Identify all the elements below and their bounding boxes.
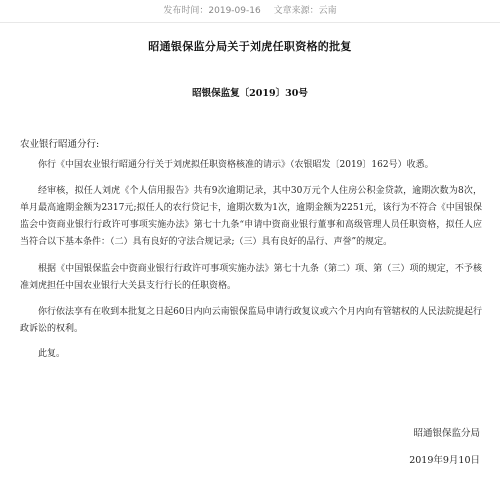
body-paragraph-3: 根据《中国银保监会中资商业银行行政许可事项实施办法》第七十九条（第二）项、第（三）项的规定，不予核准刘虎担任中国农业银行大关县支行行长的任职资格。 — [20, 264, 482, 291]
document-title: 昭通银保监分局关于刘虎任职资格的批复 — [148, 40, 352, 53]
addressee: 农业银行昭通分行: — [20, 139, 100, 150]
publish-time-value: 2019-09-16 — [208, 6, 261, 16]
body-paragraph-1: 你行《中国农业银行昭通分行关于刘虎拟任职资格核准的请示》（农银昭发〔2019〕162号）收悉。 — [38, 160, 434, 170]
article-meta-bar — [0, 0, 500, 22]
document-number: 昭银保监复〔2019〕30号 — [192, 88, 308, 99]
body-paragraph-2: 经审核，拟任人刘虎《个人信用报告》共有9次逾期记录，其中30万元个人住房公积金贷款，逾期次数为8次，单月最高逾期金额为2317元;拟任人的农行贷记卡，逾期次数为1次，逾期金额为2251元，该行为不符合《中国银保监会中资商业银行行政许可事项实施办法》第七十九条“申请中资商业银行董事和高级管理人员任职资格，拟任人应当符合以下基本条件：（二）具有良好的守法合规记录;（三）具有良好的品行、声誉”的规定。 — [20, 186, 482, 247]
body-paragraph-5: 此复。 — [38, 349, 66, 359]
meta-divider — [0, 22, 500, 23]
body-paragraph-4: 你行依法享有在收到本批复之日起60日内向云南银保监局申请行政复议或六个月内向有管辖权的人民法院提起行政诉讼的权利。 — [20, 307, 482, 334]
article-source — [274, 0, 337, 22]
article-source-value: 云南 — [318, 6, 337, 16]
article-source-label: 文章来源： — [273, 6, 319, 16]
publish-time-label: 发布时间： — [163, 6, 209, 16]
publish-time — [163, 0, 260, 22]
signing-authority: 昭通银保监分局 — [413, 428, 480, 439]
signing-date: 2019年9月10日 — [409, 455, 480, 466]
